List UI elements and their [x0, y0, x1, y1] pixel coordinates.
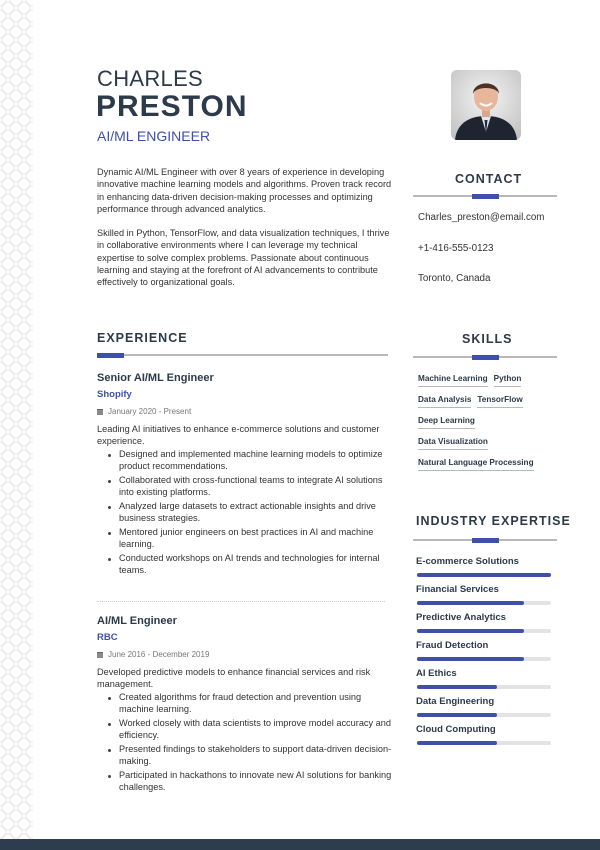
experience-heading: EXPERIENCE: [97, 331, 188, 345]
first-name: CHARLES: [97, 66, 204, 91]
job-bullet: Participated in hackathons to innovate new AI solutions for banking challenges.: [97, 770, 392, 793]
expertise-level-fill: [417, 657, 524, 661]
job-entry: [97, 615, 392, 796]
expertise-label: Cloud Computing: [416, 724, 496, 735]
job-separator: [97, 601, 385, 602]
expertise-label: Data Engineering: [416, 696, 495, 707]
expertise-item: [416, 556, 552, 584]
expertise-level-fill: [417, 685, 497, 689]
job-bullet: Analyzed large datasets to extract actionable insights and drive business strategies.: [97, 501, 392, 524]
contact-phone[interactable]: +1-416-555-0123: [418, 243, 494, 254]
skill-tag: Python: [494, 374, 522, 387]
person-portrait-icon: [451, 70, 521, 140]
expertise-item: [416, 696, 552, 724]
expertise-level-bar: [417, 657, 551, 661]
skill-tag: TensorFlow: [477, 395, 522, 408]
expertise-level-bar: [417, 573, 551, 577]
experience-divider: [97, 354, 388, 356]
skills-list: [418, 374, 558, 479]
profile-summary: [97, 166, 392, 289]
skill-tag: Deep Learning: [418, 416, 475, 429]
job-entry: [97, 372, 392, 579]
expertise-item: [416, 724, 552, 752]
job-bullet: Conducted workshops on AI trends and technologies for internal teams.: [97, 553, 392, 576]
expertise-heading: INDUSTRY EXPERTISE: [416, 514, 571, 528]
job-bullet: Mentored junior engineers on best practices in AI and machine learning.: [97, 527, 392, 550]
calendar-icon: [97, 652, 103, 658]
job-role: Senior AI/ML Engineer: [97, 372, 214, 384]
skill-tag: Data Analysis: [418, 395, 471, 408]
calendar-icon: [97, 409, 103, 415]
expertise-item: [416, 640, 552, 668]
skill-tag: Data Visualization: [418, 437, 488, 450]
job-description: Developed predictive models to enhance financial services and risk management.: [97, 667, 371, 689]
expertise-level-fill: [417, 741, 497, 745]
skills-divider-accent: [472, 355, 499, 360]
contact-location: Toronto, Canada: [418, 273, 491, 284]
expertise-label: Fraud Detection: [416, 640, 489, 651]
expertise-level-bar: [417, 601, 551, 605]
job-role: AI/ML Engineer: [97, 615, 177, 627]
job-company: RBC: [97, 632, 118, 643]
job-bullet: Collaborated with cross-functional teams to integrate AI solutions into existing platforms.: [97, 475, 392, 498]
expertise-level-fill: [417, 629, 524, 633]
expertise-level-fill: [417, 601, 524, 605]
job-bullet-list: [97, 449, 392, 576]
job-bullet: Created algorithms for fraud detection and prevention using machine learning.: [97, 692, 392, 715]
job-bullet: Presented findings to stakeholders to support data-driven decision-making.: [97, 744, 392, 767]
summary-paragraph: Skilled in Python, TensorFlow, and data visualization techniques, I thrive in collaborative environments where I can leverage my technical expertise to solve complex problems. Passionate about continuous learning and staying at the forefront of AI advancements to contribute effectively to organizational goals.: [97, 228, 390, 288]
job-dates: [97, 650, 392, 659]
decorative-pattern-strip: [0, 0, 33, 839]
job-bullet: Worked closely with data scientists to improve model accuracy and efficiency.: [97, 718, 392, 741]
expertise-label: Financial Services: [416, 584, 499, 595]
expertise-label: E-commerce Solutions: [416, 556, 519, 567]
skills-heading: SKILLS: [462, 332, 513, 346]
expertise-level-bar: [417, 741, 551, 745]
contact-heading: CONTACT: [455, 172, 523, 186]
job-dates-text: June 2016 - December 2019: [108, 650, 210, 659]
expertise-divider-accent: [472, 538, 499, 543]
expertise-list: [416, 556, 552, 752]
summary-paragraph: Dynamic AI/ML Engineer with over 8 years of experience in developing innovative machine learning models and algorithms. Proven track record in enhancing data-driven decision-making processes and optimizing performance through advanced analytics.: [97, 167, 392, 214]
expertise-label: Predictive Analytics: [416, 612, 506, 623]
skill-tag: Machine Learning: [418, 374, 488, 387]
expertise-item: [416, 612, 552, 640]
experience-divider-accent: [97, 353, 124, 358]
job-company: Shopify: [97, 389, 132, 400]
expertise-level-bar: [417, 629, 551, 633]
contact-divider-accent: [472, 194, 499, 199]
job-bullet: Designed and implemented machine learning models to optimize product recommendations.: [97, 449, 392, 472]
last-name: PRESTON: [96, 90, 248, 123]
contact-email[interactable]: Charles_preston@email.com: [418, 212, 545, 223]
profile-photo: [451, 70, 521, 140]
job-title: AI/ML ENGINEER: [97, 128, 211, 144]
expertise-label: AI Ethics: [416, 668, 457, 679]
skill-tag: Natural Language Processing: [418, 458, 534, 471]
job-bullet-list: [97, 692, 392, 793]
expertise-level-fill: [417, 713, 497, 717]
expertise-level-bar: [417, 713, 551, 717]
expertise-item: [416, 584, 552, 612]
expertise-level-fill: [417, 573, 551, 577]
job-description: Leading AI initiatives to enhance e-commerce solutions and customer experience.: [97, 424, 380, 446]
job-dates-text: January 2020 - Present: [108, 407, 192, 416]
expertise-item: [416, 668, 552, 696]
expertise-level-bar: [417, 685, 551, 689]
job-dates: [97, 407, 392, 416]
footer-bar: [0, 839, 600, 850]
